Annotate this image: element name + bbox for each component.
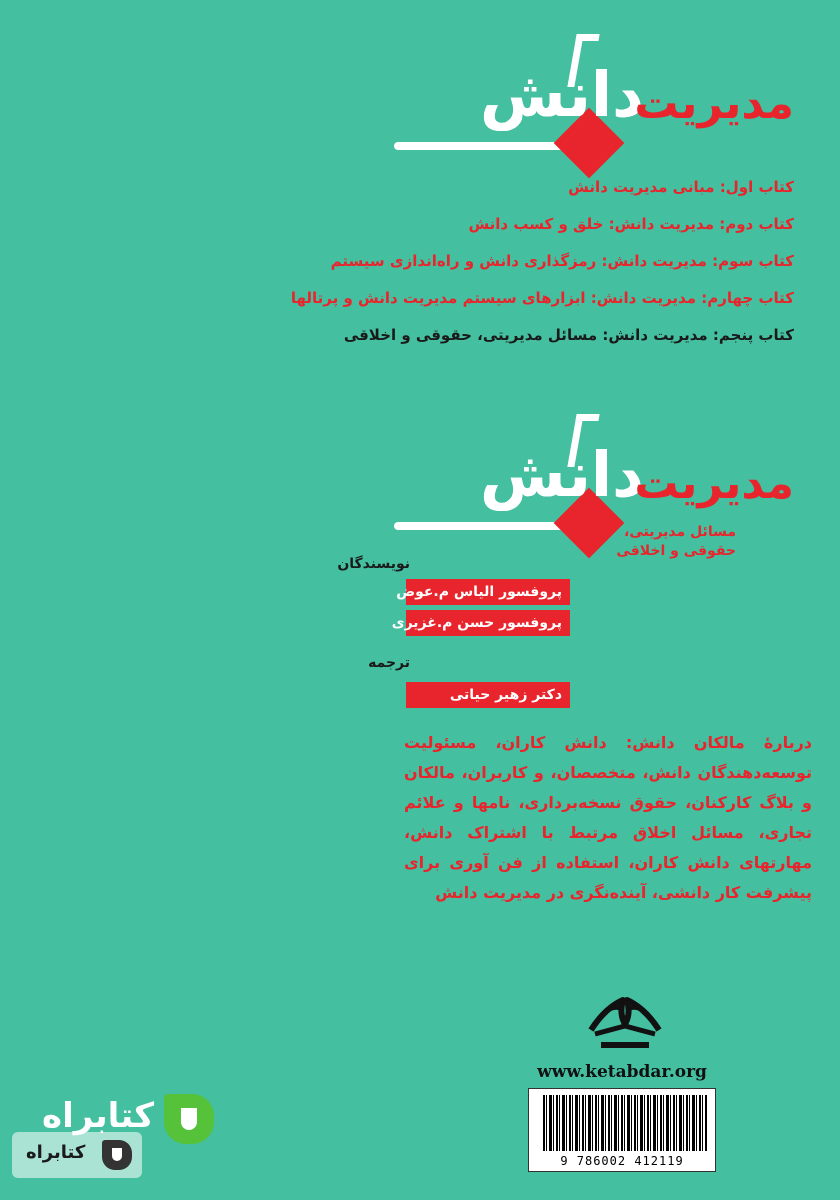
book-list-item-1: کتاب اول: مبانی مدیریت دانش bbox=[568, 178, 794, 196]
barcode-bars bbox=[543, 1095, 707, 1151]
logo-word-danesh: دانش bbox=[480, 438, 644, 511]
ketabrah-watermark bbox=[10, 1088, 220, 1193]
book-list-item-3: کتاب سوم: مدیریت دانش: رمزگذاری دانش و راه‌اندازی سیستم bbox=[330, 252, 794, 270]
ketabrah-logo-icon bbox=[164, 1094, 214, 1144]
book-list-item-5-current: کتاب پنجم: مدیریت دانش: مسائل مدیریتی، حقوقی و اخلاقی bbox=[343, 326, 794, 344]
barcode-number: 9 786002 412119 bbox=[560, 1154, 684, 1168]
book-description: درباره‌ٔ مالکان دانش: دانش کاران، مسئولیت توسعه‌دهندگان دانش، متخصصان، و کاربران، مالکان و بلاگ کارکنان، حقوق نسخه‌برداری، نامها و علائم تجاری، مسائل اخلاق مرتبط با اشتراک دانش، مهارتهای دانش کاران، استفاده از فن آوری برای پیشرفت کار دانشی، آینده‌نگری در مدیریت دانش bbox=[404, 733, 812, 902]
book-subtitle bbox=[536, 523, 736, 561]
publisher-book-logo-icon bbox=[585, 990, 665, 1052]
author-name-2: پروفسور حسن م.غزیری bbox=[406, 610, 570, 636]
ketabrah-small-logo-icon bbox=[102, 1140, 132, 1170]
logo-word-modiriat: مدیریت bbox=[634, 78, 794, 129]
watermark-text-small: کتابراه bbox=[26, 1142, 86, 1163]
book-subtitle-line-1: مسائل مدیریتی، bbox=[624, 524, 736, 540]
translator-name: دکتر زهیر حیاتی bbox=[406, 682, 570, 708]
author-name-1: پروفسور الیاس م.عوض bbox=[406, 579, 570, 605]
logo-word-danesh: دانش bbox=[480, 58, 644, 131]
watermark-text-large: کتابراه bbox=[42, 1096, 155, 1136]
translation-label: ترجمه bbox=[368, 655, 410, 671]
series-logo-top bbox=[394, 34, 794, 184]
logo-word-modiriat: مدیریت bbox=[634, 458, 794, 509]
isbn-barcode bbox=[528, 1088, 716, 1172]
authors-label: نویسندگان bbox=[337, 556, 410, 572]
book-subtitle-line-2: حقوقی و اخلاقی bbox=[616, 543, 736, 559]
publisher-website: www.ketabdar.org bbox=[537, 1062, 707, 1082]
book-list-item-4: کتاب چهارم: مدیریت دانش: ابزارهای سیستم مدیریت دانش و پرتالها bbox=[290, 289, 794, 307]
book-series-list bbox=[290, 178, 794, 363]
book-list-item-2: کتاب دوم: مدیریت دانش: خلق و کسب دانش bbox=[468, 215, 794, 233]
